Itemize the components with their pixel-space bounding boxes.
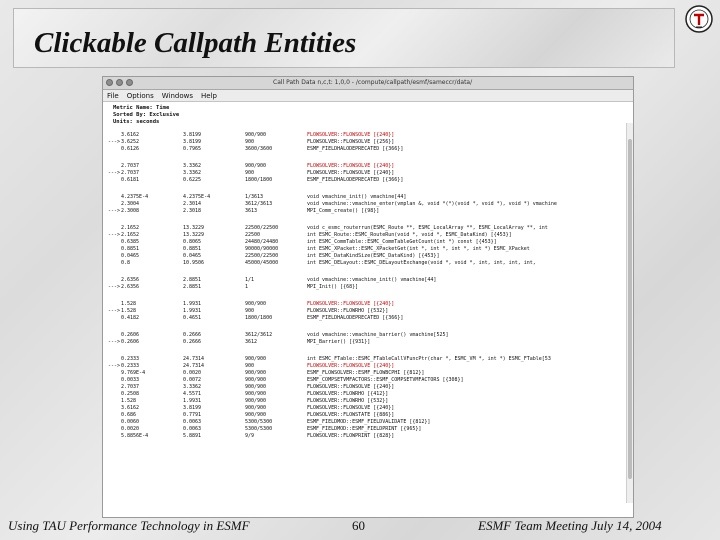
function-name-cell[interactable]: FLOWSOLVER::FLOWSOLVE [{240}]	[307, 384, 395, 390]
current-node-arrow: --->	[108, 339, 121, 345]
callpath-row[interactable]	[103, 391, 633, 398]
exclusive-time-cell: 3.8199	[183, 139, 202, 145]
scrollbar-thumb[interactable]	[628, 139, 632, 479]
inclusive-time-cell: 3.6252	[121, 139, 140, 145]
exclusive-time-cell: 13.3229	[183, 232, 205, 238]
exclusive-time-cell: 0.8065	[183, 239, 202, 245]
callpath-row[interactable]	[103, 163, 633, 170]
callpath-row[interactable]	[103, 433, 633, 440]
inclusive-time-cell: 0.2333	[121, 363, 140, 369]
exclusive-time-cell: 3.3362	[183, 384, 202, 390]
exclusive-time-cell: 0.0072	[183, 377, 202, 383]
function-name-cell[interactable]: FLOWSOLVER::FLOWSOLVE [{240}]	[307, 170, 395, 176]
vertical-scrollbar[interactable]	[626, 123, 633, 503]
current-node-arrow	[103, 163, 121, 170]
current-node-arrow	[103, 239, 121, 246]
inclusive-time-cell: 0.6126	[121, 146, 140, 152]
function-name-cell[interactable]: FLOWSOLVER::FLOWRHO [{412}]	[307, 391, 389, 397]
inclusive-time-cell: 0.6181	[121, 177, 140, 183]
inclusive-time-cell: 0.0465	[121, 253, 140, 259]
calls-cell: 22500/22500	[245, 253, 279, 259]
inclusive-time-cell: 0.686	[121, 412, 137, 418]
function-name-cell[interactable]: FLOWSOLVER::FLOWSOLVE [{256}]	[307, 139, 395, 145]
inclusive-time-cell: 2.6356	[121, 277, 140, 283]
calls-cell: 1	[245, 284, 249, 290]
exclusive-time-cell: 3.8199	[183, 132, 202, 138]
inclusive-time-cell: 0.2508	[121, 391, 140, 397]
function-name-cell[interactable]: int ESMC_FTable::ESMC_FTableCallVFuncPtr(char *, ESMC_VM *, int *) ESMC_FTable[53	[307, 356, 551, 362]
exclusive-time-cell: 1.9931	[183, 301, 202, 307]
inclusive-time-cell: 0.8851	[121, 246, 140, 252]
callpath-row[interactable]	[103, 308, 633, 315]
callpath-row[interactable]	[103, 405, 633, 412]
inclusive-time-cell: 0.2606	[121, 332, 140, 338]
current-node-arrow: --->	[108, 170, 121, 176]
calls-cell: 900/900	[245, 384, 267, 390]
function-name-cell[interactable]: int ESMC_DataKindSize(ESMC_DataKind) [{453}]	[307, 253, 440, 259]
exclusive-time-cell: 0.4651	[183, 315, 202, 321]
calls-cell: 5300/5300	[245, 426, 273, 432]
calls-cell: 3612/3613	[245, 201, 273, 207]
footer-left: Using TAU Performance Technology in ESMF	[8, 518, 250, 533]
current-node-arrow	[103, 405, 121, 412]
exclusive-time-cell: 2.8851	[183, 277, 202, 283]
slide-title-bar	[13, 8, 675, 68]
inclusive-time-cell: 2.7037	[121, 163, 140, 169]
calls-cell: 9/9	[245, 433, 255, 439]
calls-cell: 900/900	[245, 412, 267, 418]
inclusive-time-cell: 1.528	[121, 301, 137, 307]
inclusive-time-cell: 2.7037	[121, 170, 140, 176]
function-name-cell[interactable]: FLOWSOLVER::FLOWRHO [{532}]	[307, 398, 389, 404]
inclusive-time-cell: 5.8856E-4	[121, 433, 149, 439]
function-name-cell[interactable]: int ESMC_DELayout::ESMC_DELayoutExchange(void *, void *, int, int, int, int,	[307, 260, 536, 266]
calls-cell: 900/900	[245, 370, 267, 376]
function-name-cell[interactable]: void vmachine_init() vmachine[44]	[307, 194, 407, 200]
calls-cell: 900/900	[245, 163, 267, 169]
function-name-cell[interactable]: ESMF_FIELDMOD::ESMF_FIELDVALIDATE [{812}]	[307, 419, 431, 425]
function-name-cell[interactable]: void vmachine::vmachine_init() vmachine[44]	[307, 277, 437, 283]
callpath-row[interactable]	[103, 301, 633, 308]
inclusive-time-cell: 2.7037	[121, 384, 140, 390]
callpath-row[interactable]	[103, 377, 633, 384]
calls-cell: 5300/5300	[245, 419, 273, 425]
current-node-arrow: --->	[108, 363, 121, 369]
callpath-row[interactable]	[103, 139, 633, 146]
callpath-row[interactable]	[103, 170, 633, 177]
current-node-arrow	[103, 384, 121, 391]
inclusive-time-cell: 2.1652	[121, 232, 140, 238]
window-title: Call Path Data n,c,t: 1,0,0 - /compute/callpath/esmf/sameccr/data/	[273, 79, 473, 86]
callpath-row[interactable]	[103, 177, 633, 184]
exclusive-time-cell: 2.8851	[183, 284, 202, 290]
metric-name-label: Metric Name: Time	[113, 105, 170, 111]
exclusive-time-cell: 10.9506	[183, 260, 205, 266]
callpath-row[interactable]	[103, 201, 633, 208]
current-node-arrow	[103, 391, 121, 398]
sorted-by-label: Sorted By: Exclusive	[113, 112, 180, 118]
calls-cell: 1800/1800	[245, 315, 273, 321]
minimize-window-button[interactable]	[116, 79, 123, 86]
inclusive-time-cell: 0.0060	[121, 419, 140, 425]
current-node-arrow	[103, 398, 121, 405]
metric-header	[103, 102, 633, 126]
exclusive-time-cell: 0.7791	[183, 412, 202, 418]
callpath-row[interactable]	[103, 208, 633, 215]
row-separator	[103, 153, 633, 163]
current-node-arrow	[103, 412, 121, 419]
exclusive-time-cell: 0.0020	[183, 370, 202, 376]
current-node-arrow: --->	[108, 232, 121, 238]
callpath-row[interactable]	[103, 412, 633, 419]
calls-cell: 900/900	[245, 391, 267, 397]
current-node-arrow	[103, 246, 121, 253]
calls-cell: 3613	[245, 208, 258, 214]
calls-cell: 900/900	[245, 405, 267, 411]
inclusive-time-cell: 4.2375E-4	[121, 194, 149, 200]
callpath-row[interactable]	[103, 356, 633, 363]
exclusive-time-cell: 0.6225	[183, 177, 202, 183]
menu-options[interactable]: Options	[126, 91, 154, 100]
current-node-arrow: --->	[108, 208, 121, 214]
exclusive-time-cell: 0.0063	[183, 426, 202, 432]
current-node-arrow	[103, 146, 121, 153]
calls-cell: 90000/90000	[245, 246, 279, 252]
menu-windows[interactable]: Windows	[161, 91, 193, 100]
callpath-row[interactable]	[103, 246, 633, 253]
current-node-arrow: --->	[108, 308, 121, 314]
row-separator	[103, 291, 633, 301]
exclusive-time-cell: 0.8851	[183, 246, 202, 252]
callpath-row[interactable]	[103, 419, 633, 426]
current-node-arrow	[103, 277, 121, 284]
callpath-row[interactable]	[103, 232, 633, 239]
inclusive-time-cell: 0.8	[121, 260, 131, 266]
exclusive-time-cell: 3.3362	[183, 170, 202, 176]
current-node-arrow	[103, 433, 121, 440]
function-name-cell[interactable]: void c_esmc_routerrun(ESMC_Route **, ESMC_LocalArray **, ESMC_LocalArray **, int	[307, 225, 548, 231]
calls-cell: 900	[245, 170, 255, 176]
calls-cell: 24480/24480	[245, 239, 279, 245]
current-node-arrow	[103, 315, 121, 322]
exclusive-time-cell: 0.2666	[183, 332, 202, 338]
slide-title: Clickable Callpath Entities	[34, 27, 357, 59]
function-name-cell[interactable]: int ESMC_XPacket::ESMC_XPacketGet(int *, int *, int *, int *) ESMC_XPacket	[307, 246, 530, 252]
callpath-row[interactable]	[103, 339, 633, 346]
function-name-cell[interactable]: FLOWSOLVER::FLOWPRINT [{828}]	[307, 433, 395, 439]
row-separator	[103, 322, 633, 332]
calls-cell: 3600/3600	[245, 146, 273, 152]
function-name-cell[interactable]: MPI_Comm_create() [{98}]	[307, 208, 380, 214]
menu-bar	[103, 90, 633, 102]
function-name-cell[interactable]: ESMF_FIELDHALODEPRECATED [{366}]	[307, 315, 404, 321]
calls-cell: 1/3613	[245, 194, 264, 200]
close-window-button[interactable]	[106, 79, 113, 86]
calls-cell: 45000/45000	[245, 260, 279, 266]
row-separator	[103, 346, 633, 356]
callpath-row[interactable]	[103, 426, 633, 433]
inclusive-time-cell: 2.1652	[121, 225, 140, 231]
inclusive-time-cell: 0.4182	[121, 315, 140, 321]
calls-cell: 900/900	[245, 132, 267, 138]
current-node-arrow	[103, 301, 121, 308]
current-node-arrow	[103, 201, 121, 208]
inclusive-time-cell: 0.0033	[121, 377, 140, 383]
calls-cell: 900	[245, 363, 255, 369]
callpath-row[interactable]	[103, 132, 633, 139]
row-separator	[103, 267, 633, 277]
function-name-cell[interactable]: MPI_Init() [{68}]	[307, 284, 359, 290]
current-node-arrow: --->	[108, 139, 121, 145]
function-name-cell[interactable]: void vmachine::vmachine_enter(vmplan &, void *(*)(void *, void *), void *) vmachine	[307, 201, 557, 207]
current-node-arrow	[103, 253, 121, 260]
function-name-cell[interactable]: ESMF_COMPSETVMFACTORS::ESMF_COMPSETVMFACTORS [{308}]	[307, 377, 464, 383]
inclusive-time-cell: 0.6385	[121, 239, 140, 245]
inclusive-time-cell: 0.2606	[121, 339, 140, 345]
exclusive-time-cell: 0.0465	[183, 253, 202, 259]
calls-cell: 22500/22500	[245, 225, 279, 231]
function-name-cell[interactable]: FLOWSOLVER::FLOWSOLVE [{240}]	[307, 132, 395, 138]
callpath-row[interactable]	[103, 146, 633, 153]
function-name-cell[interactable]: FLOWSOLVER::FLOWRHO [{532}]	[307, 308, 389, 314]
function-name-cell[interactable]: FLOWSOLVER::FLOWSOLVE [{240}]	[307, 301, 395, 307]
function-name-cell[interactable]: MPI_Barrier() [{931}]	[307, 339, 371, 345]
current-node-arrow	[103, 194, 121, 201]
calls-cell: 1/1	[245, 277, 255, 283]
function-name-cell[interactable]: ESMF_FIELDHALODEPRECATED [{366}]	[307, 146, 404, 152]
current-node-arrow	[103, 132, 121, 139]
inclusive-time-cell: 3.6162	[121, 405, 140, 411]
callpath-row[interactable]	[103, 284, 633, 291]
inclusive-time-cell: 1.528	[121, 308, 137, 314]
function-name-cell[interactable]: void vmachine::vmachine_barrier() vmachine[525]	[307, 332, 449, 338]
callpath-row[interactable]	[103, 315, 633, 322]
inclusive-time-cell: 2.6356	[121, 284, 140, 290]
tau-logo-icon	[684, 4, 714, 34]
calls-cell: 22500	[245, 232, 261, 238]
units-label: Units: seconds	[113, 119, 160, 125]
callpath-row[interactable]	[103, 260, 633, 267]
inclusive-time-cell: 3.6162	[121, 132, 140, 138]
callpath-row[interactable]	[103, 384, 633, 391]
calls-cell: 900	[245, 308, 255, 314]
exclusive-time-cell: 4.5571	[183, 391, 202, 397]
callpath-row[interactable]	[103, 239, 633, 246]
function-name-cell[interactable]: int ESMC_Route::ESMC_RouteRun(void *, void *, ESMC_DataKind) [{453}]	[307, 232, 512, 238]
function-name-cell[interactable]: ESMF_FIELDHALODEPRECATED [{366}]	[307, 177, 404, 183]
row-separator	[103, 184, 633, 194]
current-node-arrow	[103, 370, 121, 377]
exclusive-time-cell: 0.0063	[183, 419, 202, 425]
calls-cell: 3612	[245, 339, 258, 345]
calls-cell: 1800/1800	[245, 177, 273, 183]
current-node-arrow	[103, 260, 121, 267]
inclusive-time-cell: 0.2333	[121, 356, 140, 362]
current-node-arrow: --->	[108, 284, 121, 290]
current-node-arrow	[103, 419, 121, 426]
current-node-arrow	[103, 356, 121, 363]
inclusive-time-cell: 1.528	[121, 398, 137, 404]
callpath-row[interactable]	[103, 363, 633, 370]
row-separator	[103, 215, 633, 225]
callpath-row[interactable]	[103, 398, 633, 405]
menu-help[interactable]: Help	[200, 91, 217, 100]
inclusive-time-cell: 2.3008	[121, 208, 140, 214]
current-node-arrow	[103, 377, 121, 384]
callpath-row[interactable]	[103, 194, 633, 201]
calls-cell: 900/900	[245, 301, 267, 307]
exclusive-time-cell: 24.7314	[183, 356, 205, 362]
exclusive-time-cell: 24.7314	[183, 363, 205, 369]
callpath-window	[102, 76, 634, 518]
callpath-row[interactable]	[103, 225, 633, 232]
function-name-cell[interactable]: int ESMC_CommTable::ESMC_CommTableGetCount(int *) const [{453}]	[307, 239, 497, 245]
exclusive-time-cell: 1.9931	[183, 308, 202, 314]
callpath-row[interactable]	[103, 253, 633, 260]
current-node-arrow	[103, 225, 121, 232]
inclusive-time-cell: 0.0020	[121, 426, 140, 432]
window-titlebar	[103, 77, 633, 90]
footer-right: ESMF Team Meeting July 14, 2004	[478, 518, 662, 533]
function-name-cell[interactable]: FLOWSOLVER::FLOWSTATE [{886}]	[307, 412, 395, 418]
function-name-cell[interactable]: FLOWSOLVER::FLOWSOLVE [{240}]	[307, 405, 395, 411]
inclusive-time-cell: 2.3004	[121, 201, 140, 207]
function-name-cell[interactable]: FLOWSOLVER::FLOWSOLVE [{240}]	[307, 363, 395, 369]
exclusive-time-cell: 2.3014	[183, 201, 202, 207]
callpath-table	[103, 132, 633, 440]
page-number: 60	[352, 518, 365, 533]
calls-cell: 900	[245, 139, 255, 145]
exclusive-time-cell: 2.3018	[183, 208, 202, 214]
current-node-arrow	[103, 426, 121, 433]
exclusive-time-cell: 3.8199	[183, 405, 202, 411]
current-node-arrow	[103, 332, 121, 339]
callpath-row[interactable]	[103, 370, 633, 377]
calls-cell: 3612/3612	[245, 332, 273, 338]
function-name-cell[interactable]: FLOWSOLVER::FLOWSOLVE [{240}]	[307, 163, 395, 169]
calls-cell: 900/900	[245, 377, 267, 383]
function-name-cell[interactable]: ESMF_FIELDMOD::ESMF_FIELDPRINT [{965}]	[307, 426, 422, 432]
callpath-row[interactable]	[103, 277, 633, 284]
inclusive-time-cell: 9.769E-4	[121, 370, 146, 376]
exclusive-time-cell: 5.8891	[183, 433, 202, 439]
exclusive-time-cell: 0.7965	[183, 146, 202, 152]
exclusive-time-cell: 3.3362	[183, 163, 202, 169]
maximize-window-button[interactable]	[126, 79, 133, 86]
exclusive-time-cell: 4.2375E-4	[183, 194, 211, 200]
exclusive-time-cell: 0.2666	[183, 339, 202, 345]
exclusive-time-cell: 1.9931	[183, 398, 202, 404]
function-name-cell[interactable]: ESMF_FLOWSOLVER::ESMF_FLOWBCPHI [{812}]	[307, 370, 425, 376]
menu-file[interactable]: File	[107, 91, 119, 100]
current-node-arrow	[103, 177, 121, 184]
calls-cell: 900/900	[245, 398, 267, 404]
exclusive-time-cell: 13.3229	[183, 225, 205, 231]
calls-cell: 900/900	[245, 356, 267, 362]
callpath-row[interactable]	[103, 332, 633, 339]
